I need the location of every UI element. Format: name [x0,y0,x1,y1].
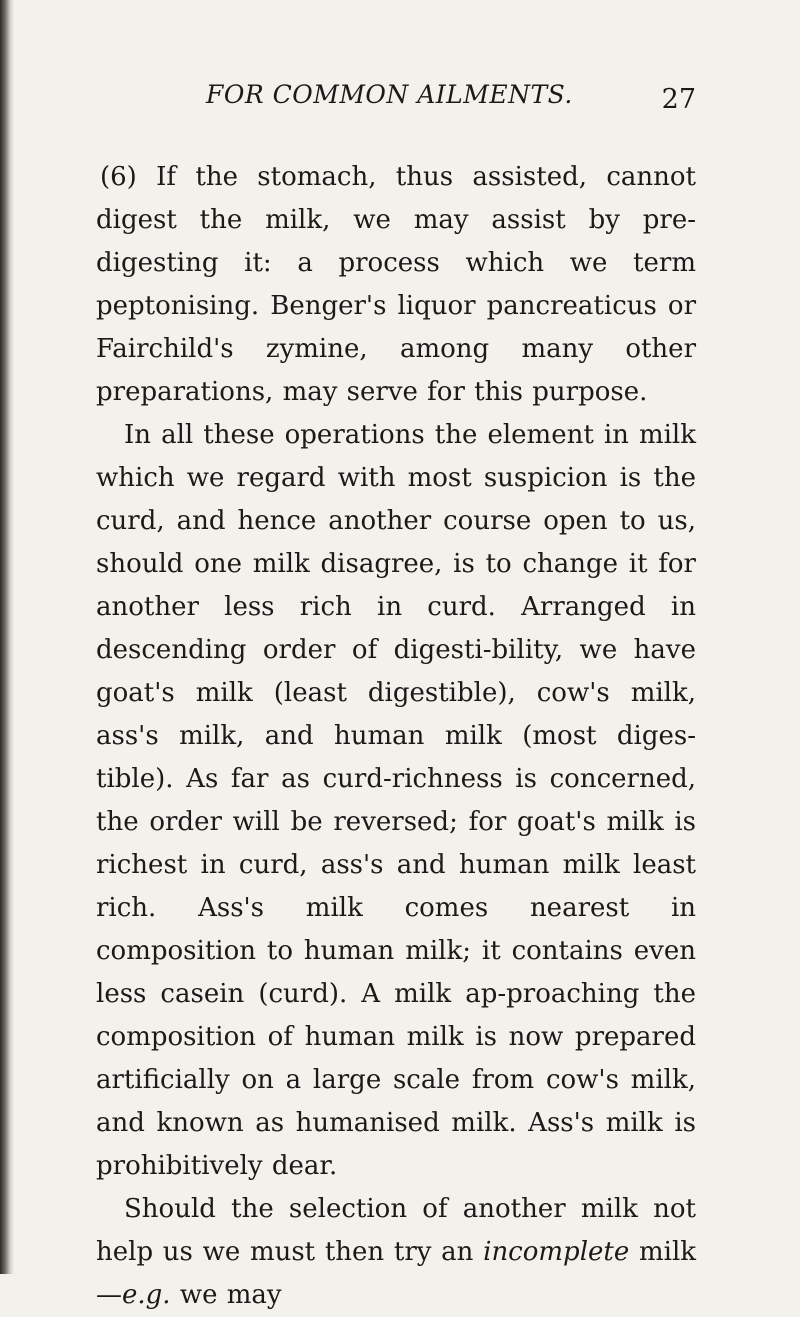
paragraph-text: milk— [96,1237,697,1310]
paragraph-peptonising: (6) If the stomach, thus assisted, cannot digest the milk, we may assist by pre-digesting it: a process which we term peptonising. Benger's liquor pancreaticus or Fairchild's zymine, among many other preparations, may serve for this purpose. [96,162,696,407]
emphasis-incomplete: incomplete [483,1237,630,1267]
paragraph-text: we may [179,1280,282,1310]
paragraph-milk-digestibility: In all these operations the element in milk which we regard with most suspicion is the curd, and hence another course open to us, should one milk disagree, is to change it for another less rich in curd. Arranged in descending order of digesti-bility, we have goat's milk (least digestible), cow's milk, ass's milk, and human milk (most diges-tible). As far as curd-richness is concerned, the order will be reversed; for goat's milk is richest in curd, ass's and human milk least rich. Ass's milk comes nearest in composition to human milk; it contains even less casein (curd). A milk ap-proaching the composition of human milk is now prepared artificially on a large scale from cow's milk, and known as humanised milk. Ass's milk is prohibitively dear. [96,420,696,1181]
page-number: 27 [661,84,696,115]
paragraph-incomplete-milk [96,1188,696,1317]
book-page [96,80,696,1317]
running-title: FOR COMMON AILMENTS. [206,80,573,109]
running-head [96,80,696,120]
emphasis-eg: e.g. [122,1280,171,1310]
page-binding-shadow [0,0,14,1274]
paragraph-text: Should the selection of another milk not help us we must then try an [96,1194,696,1267]
